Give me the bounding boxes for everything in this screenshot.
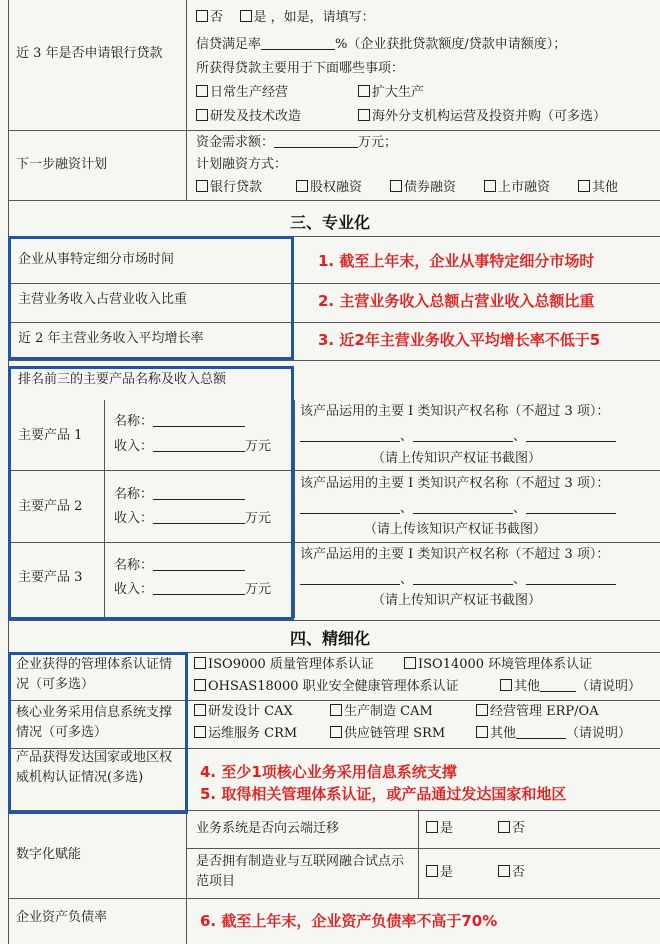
top3-header: 排名前三的主要产品名称及收入总额	[18, 372, 227, 387]
opt-bank[interactable]: 银行贷款	[196, 179, 262, 197]
method-label: 计划融资方式：	[196, 157, 288, 172]
highlight-box-products	[8, 366, 294, 620]
product-2-ip-fields: 、 、	[300, 500, 616, 518]
spec-note-2: 2. 主营业务收入总额占营业收入总额比重	[318, 292, 595, 310]
opt-overseas[interactable]: 海外分支机构运营及投资并购（可多选）	[358, 108, 606, 126]
loan-line3: 所获得贷款主要用于下面哪些事项：	[196, 61, 405, 76]
spec-note-1: 1. 截至上年末，企业从事特定细分市场时	[318, 252, 595, 270]
product-3-name: 名称：	[114, 557, 245, 575]
opt-other[interactable]: 其他	[578, 179, 618, 197]
ip-field[interactable]	[300, 572, 400, 585]
digital-q1: 业务系统是否向云端迁移	[196, 821, 340, 836]
opt-listing[interactable]: 上市融资	[484, 179, 550, 197]
product-2-income: 收入： 万元	[114, 511, 272, 526]
amount-line: 资金需求额： 万元；	[196, 135, 398, 150]
ip-field[interactable]	[300, 501, 400, 514]
digital-q2-no[interactable]: 否	[498, 864, 525, 882]
product-3-income: 收入： 万元	[114, 582, 272, 597]
opt-ohsas[interactable]: OHSAS18000 职业安全健康管理体系认证	[194, 678, 459, 696]
mgmt-label: 企业获得的管理体系认证情况（可多选）	[16, 657, 173, 692]
ip-field[interactable]	[526, 429, 616, 442]
product-2-name: 名称：	[114, 486, 245, 504]
loan-line1: 否 是 ，如是，请填写：	[196, 9, 375, 27]
opt-iso14000[interactable]: ISO14000 环境管理体系认证	[404, 656, 592, 674]
opt-info-other[interactable]: 其他 （请说明）	[476, 725, 631, 743]
ip-field[interactable]	[526, 501, 616, 514]
row-divider	[8, 130, 660, 131]
col-divider	[186, 0, 187, 200]
product-2-ip: 该产品运用的主要 I 类知识产权名称（不超过 3 项）：	[300, 476, 610, 491]
opt-crm[interactable]: 运维服务 CRM	[194, 725, 297, 743]
spec-label-3: 近 2 年主营业务收入平均增长率	[18, 331, 204, 346]
product-1-name: 名称：	[114, 413, 245, 431]
digital-q1-yes[interactable]: 是	[426, 820, 453, 838]
opt-cax[interactable]: 研发设计 CAX	[194, 703, 293, 721]
spec-note-3: 3. 近2年主营业务收入平均增长率不低于5	[318, 331, 601, 349]
product-2-label: 主要产品 2	[18, 499, 83, 514]
info-sys-label: 核心业务采用信息系统支撑情况（可多选）	[16, 705, 173, 740]
checkbox-no[interactable]	[196, 10, 208, 22]
digital-label: 数字化赋能	[16, 847, 82, 862]
opt-rd[interactable]: 研发及技术改造	[196, 108, 301, 126]
credit-rate-field[interactable]	[261, 37, 335, 50]
opt-expand[interactable]: 扩大生产	[358, 84, 424, 102]
col-divider	[418, 810, 419, 898]
row-divider	[8, 200, 660, 201]
product-2-upload: （请上传该知识产权证书截图）	[364, 522, 547, 537]
opt-bond[interactable]: 债券融资	[390, 179, 456, 197]
opt-iso9000[interactable]: ISO9000 质量管理体系认证	[194, 656, 374, 674]
amount-field[interactable]	[274, 135, 358, 148]
section4-title: 四、精细化	[289, 629, 370, 648]
debt-note: 6. 截至上年末，企业资产负债率不高于70%	[200, 912, 498, 930]
intl-cert-label: 产品获得发达国家或地区权威机构认证情况(多选)	[16, 750, 173, 785]
section3-title: 三、专业化	[289, 213, 370, 232]
opt-srm[interactable]: 供应链管理 SRM	[330, 725, 445, 743]
ip-field[interactable]	[300, 429, 400, 442]
opt-equity[interactable]: 股权融资	[296, 179, 362, 197]
digital-q2: 是否拥有制造业与互联网融合试点示范项目	[196, 854, 405, 889]
spec-label-2: 主营业务收入占营业收入比重	[18, 292, 188, 307]
digital-q1-no[interactable]: 否	[498, 820, 525, 838]
ip-field[interactable]	[526, 572, 616, 585]
intl-note-1: 4. 至少1项核心业务采用信息系统支撑	[200, 763, 457, 781]
product-3-ip: 该产品运用的主要 I 类知识产权名称（不超过 3 项）：	[300, 547, 610, 562]
product-1-income: 收入： 万元	[114, 439, 272, 454]
ip-field[interactable]	[413, 501, 513, 514]
intl-note-2: 5. 取得相关管理体系认证，或产品通过发达国家和地区	[200, 785, 567, 803]
row-divider	[186, 848, 660, 849]
ip-field[interactable]	[413, 572, 513, 585]
product-1-label: 主要产品 1	[18, 428, 83, 443]
opt-daily[interactable]: 日常生产经营	[196, 84, 288, 102]
row-divider	[8, 360, 660, 361]
col-divider	[294, 400, 295, 618]
opt-mgmt-other[interactable]: 其他 （请说明）	[500, 678, 641, 696]
debt-label: 企业资产负债率	[16, 910, 108, 925]
spec-label-1: 企业从事特定细分市场时间	[18, 252, 175, 267]
checkbox-yes[interactable]	[240, 10, 252, 22]
digital-q2-yes[interactable]: 是	[426, 864, 453, 882]
financing-label: 下一步融资计划	[16, 157, 108, 172]
row-divider	[8, 620, 660, 621]
opt-erp[interactable]: 经营管理 ERP/OA	[476, 703, 599, 721]
highlight-box-refinement	[8, 652, 188, 814]
highlight-box-specialization	[8, 236, 294, 360]
product-1-ip: 该产品运用的主要 I 类知识产权名称（不超过 3 项）：	[300, 404, 610, 419]
product-3-upload: （请上传知识产权证书截图）	[372, 593, 542, 608]
product-1-upload: （请上传知识产权证书截图）	[372, 451, 542, 466]
product-1-ip-fields: 、 、	[300, 428, 616, 446]
loan-label: 近 3 年是否申请银行贷款	[16, 46, 163, 61]
loan-line2: 信贷满足率 %（企业获批贷款额度/贷款申请额度）；	[196, 37, 567, 52]
row-divider	[8, 898, 660, 899]
product-3-ip-fields: 、 、	[300, 571, 616, 589]
opt-cam[interactable]: 生产制造 CAM	[330, 703, 433, 721]
product-3-label: 主要产品 3	[18, 570, 83, 585]
ip-field[interactable]	[413, 429, 513, 442]
